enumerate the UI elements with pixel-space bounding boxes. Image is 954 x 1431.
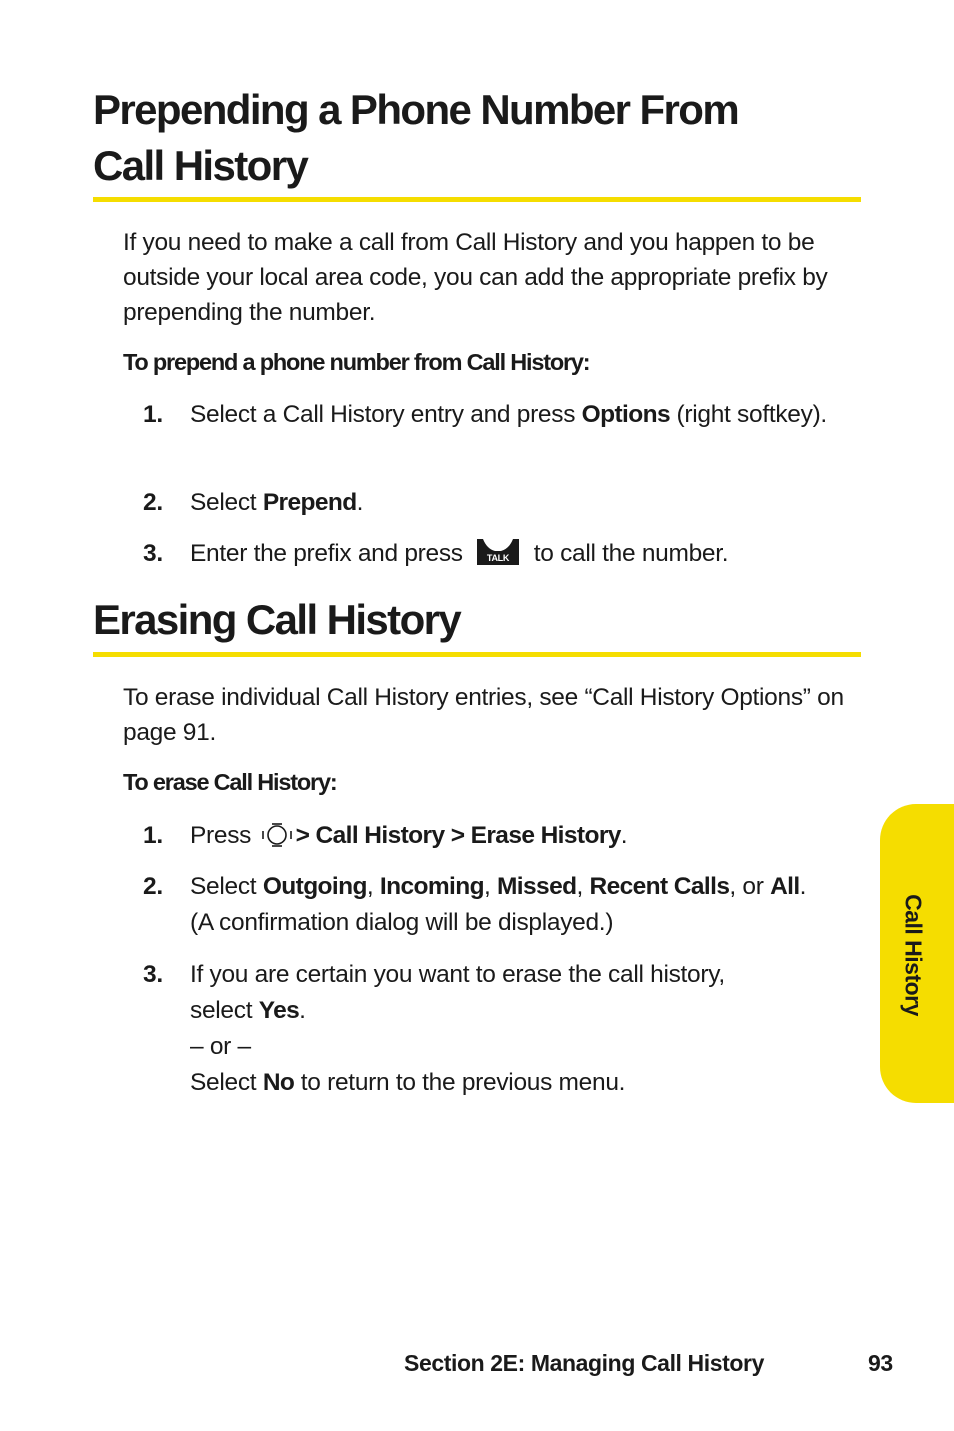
option-all: All	[770, 873, 800, 900]
or-separator: – or –	[190, 1033, 251, 1060]
chapter-side-tab-label: Call History	[900, 894, 927, 1016]
step-number: 2.	[143, 873, 163, 900]
talk-key-label: TALK	[487, 553, 510, 563]
talk-key-icon	[473, 537, 523, 567]
confirmation-note: (A confirmation dialog will be displayed.)	[190, 909, 614, 936]
section-divider	[93, 652, 861, 657]
step-text: Press > Call History > Erase History.	[190, 822, 628, 849]
step-text: Enter the prefix and press TALK to call the number.	[190, 536, 840, 572]
step-text: Select Outgoing, Incoming, Missed, Recent Calls, or All. (A confirmation dialog will be displayed.)	[190, 873, 807, 936]
prepend-option-label: Prepend	[262, 489, 357, 516]
step-number: 3.	[143, 540, 163, 567]
section-title-prepending	[93, 82, 873, 194]
footer-section-title: Section 2E: Managing Call History	[404, 1350, 764, 1376]
step-number: 1.	[143, 401, 163, 428]
step-number: 3.	[143, 961, 163, 988]
option-recent-calls: Recent Calls	[589, 873, 730, 900]
step-text: If you are certain you want to erase the call history, select Yes. – or – Select No to return to the previous menu.	[190, 961, 725, 1096]
page-number: 93	[868, 1350, 893, 1376]
title-line-2: Call History	[93, 142, 308, 189]
intro-paragraph: If you need to make a call from Call History and you happen to be outside your local area code, you can add the appropriate prefix by prepending the number.	[123, 229, 828, 326]
step-text: Select Prepend.	[190, 489, 364, 516]
menu-navigation-key-icon	[260, 821, 294, 849]
title-line-1: Prepending a Phone Number From	[93, 86, 739, 133]
option-incoming: Incoming	[379, 873, 484, 900]
procedure-heading: To erase Call History:	[123, 769, 337, 795]
option-missed: Missed	[497, 873, 577, 900]
no-option-label: No	[262, 1069, 295, 1096]
procedure-heading: To prepend a phone number from Call History:	[123, 349, 590, 375]
step-number: 2.	[143, 489, 163, 516]
yes-option-label: Yes	[258, 997, 300, 1024]
intro-paragraph: To erase individual Call History entries, see “Call History Options” on page 91.	[123, 684, 844, 746]
options-key-label: Options	[581, 401, 671, 428]
menu-path: > Call History > Erase History	[295, 822, 621, 849]
step-number: 1.	[143, 822, 163, 849]
section-title-erasing: Erasing Call History	[93, 596, 461, 643]
step-text: Select a Call History entry and press Options (right softkey).	[190, 401, 827, 428]
section-divider	[93, 197, 861, 202]
option-outgoing: Outgoing	[262, 873, 367, 900]
